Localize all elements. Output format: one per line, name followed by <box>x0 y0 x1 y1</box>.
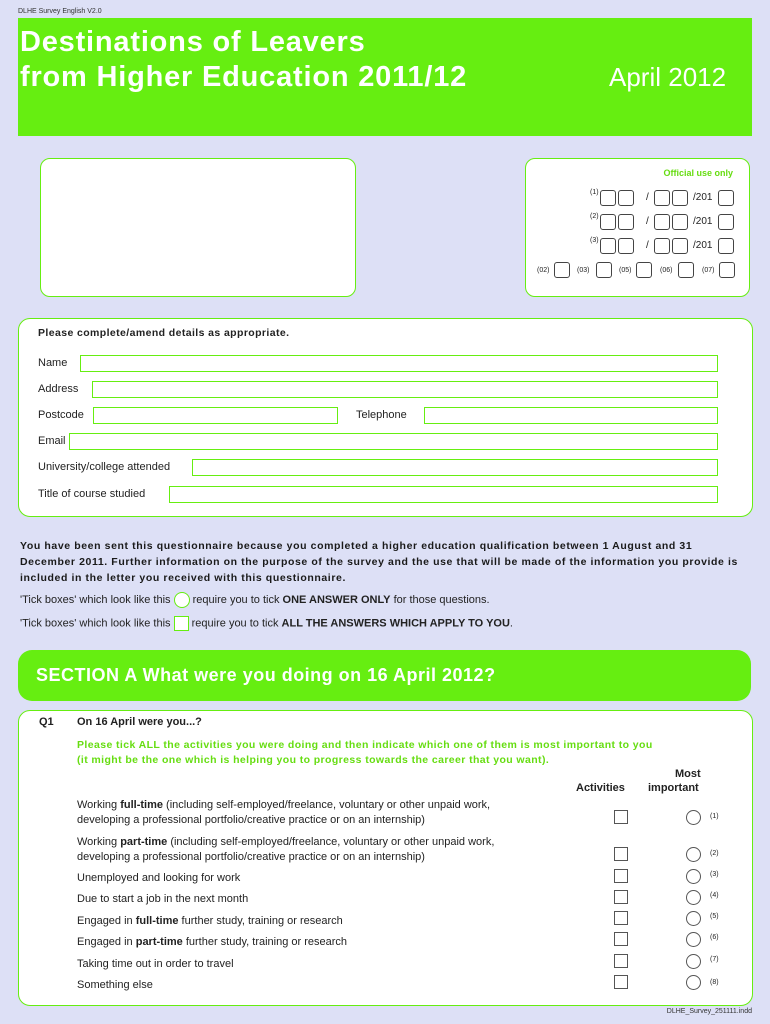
option-travel: Taking time out in order to travel <box>77 958 234 970</box>
university-label: University/college attended <box>38 461 171 473</box>
page-title <box>20 25 467 95</box>
question-instruction-line-2: (it might be the one which is helping you to progress towards the career that you want). <box>77 754 550 766</box>
official-digit-box[interactable] <box>672 190 688 206</box>
most-important-radio[interactable] <box>686 954 701 969</box>
official-code-box[interactable] <box>678 262 694 278</box>
tick-instruction-emphasis: ALL THE ANSWERS WHICH APPLY TO YOU <box>281 617 510 630</box>
address-window <box>40 158 356 297</box>
option-something-else: Something else <box>77 979 153 991</box>
tick-instruction-mid: require you to tick <box>192 593 280 606</box>
official-code: (05) <box>619 267 632 274</box>
email-field[interactable] <box>69 433 718 450</box>
activity-checkbox[interactable] <box>614 890 628 904</box>
title-line-2: from Higher Education 2011/12 <box>20 61 468 93</box>
official-code-box[interactable] <box>636 262 652 278</box>
course-field[interactable] <box>169 486 718 503</box>
checkbox-example-icon <box>174 616 189 631</box>
most-important-radio[interactable] <box>686 890 701 905</box>
official-digit-box[interactable] <box>672 238 688 254</box>
postcode-field[interactable] <box>93 407 338 424</box>
most-important-radio[interactable] <box>686 975 701 990</box>
most-important-radio[interactable] <box>686 847 701 862</box>
intro-paragraph: You have been sent this questionnaire because you completed a higher education qualification between 1 August and 31 December 2011. Further information on the purpose of the survey and the use that will be made of the information you provide is included in the letter you received with this questionnaire. <box>20 540 738 584</box>
official-digit-box[interactable] <box>618 190 634 206</box>
option-code: (7) <box>710 956 719 963</box>
tick-instruction-mid: require you to tick <box>191 617 279 630</box>
official-digit-box[interactable] <box>618 214 634 230</box>
telephone-label: Telephone <box>356 409 407 421</box>
activity-checkbox[interactable] <box>614 810 628 824</box>
postcode-label: Postcode <box>38 409 84 421</box>
official-slash: / <box>646 240 649 251</box>
option-text-bold: full-time <box>120 799 163 811</box>
option-text-post: further study, training or research <box>182 936 348 948</box>
option-code: (4) <box>710 892 719 899</box>
option-code: (2) <box>710 850 719 857</box>
question-instruction-line-1: Please tick ALL the activities you were doing and then indicate which one of them is most important to you <box>77 739 653 751</box>
tick-instruction-suffix: . <box>509 617 513 630</box>
tick-instruction-suffix: for those questions. <box>393 593 490 606</box>
option-code: (5) <box>710 913 719 920</box>
official-digit-box[interactable] <box>718 190 734 206</box>
official-digit-box[interactable] <box>654 190 670 206</box>
option-text-pre: Working <box>77 799 121 811</box>
option-code: (3) <box>710 871 719 878</box>
option-text-post: (including self-employed/freelance, voluntary or other unpaid work, <box>167 836 495 848</box>
activity-checkbox[interactable] <box>614 847 628 861</box>
option-text-pre: Engaged in <box>77 915 136 927</box>
address-field[interactable] <box>92 381 718 398</box>
option-unemployed: Unemployed and looking for work <box>77 872 241 884</box>
option-line-2: developing a professional portfolio/creative practice or on an internship) <box>77 814 425 826</box>
official-digit-box[interactable] <box>654 214 670 230</box>
option-code: (6) <box>710 934 719 941</box>
official-code-box[interactable] <box>719 262 735 278</box>
file-name-footer: DLHE_Survey_251111.indd <box>666 1008 752 1015</box>
official-code-box[interactable] <box>596 262 612 278</box>
official-year-prefix: /201 <box>693 240 713 251</box>
section-a-title: SECTION A What were you doing on 16 April 2012? <box>36 665 496 685</box>
option-starting-job: Due to start a job in the next month <box>77 893 249 905</box>
column-header-activities: Activities <box>576 782 625 794</box>
official-digit-box[interactable] <box>718 238 734 254</box>
option-line-2: developing a professional portfolio/creative practice or on an internship) <box>77 851 425 863</box>
name-field[interactable] <box>80 355 718 372</box>
official-slash: / <box>646 216 649 227</box>
tick-instruction-multiple <box>20 616 513 631</box>
column-header-important: important <box>648 782 699 794</box>
official-code: (07) <box>702 267 715 274</box>
option-part-time-work <box>77 835 494 865</box>
personal-details-panel <box>18 318 753 517</box>
official-row-code: (2) <box>590 213 599 220</box>
university-field[interactable] <box>192 459 718 476</box>
official-code: (06) <box>660 267 673 274</box>
address-label: Address <box>38 383 79 395</box>
option-text-pre: Engaged in <box>77 936 136 948</box>
official-code: (03) <box>577 267 590 274</box>
official-slash: / <box>646 192 649 203</box>
official-use-panel <box>525 158 750 297</box>
tick-instruction-prefix: 'Tick boxes' which look like this <box>20 617 171 630</box>
activity-checkbox[interactable] <box>614 911 628 925</box>
activity-checkbox[interactable] <box>614 932 628 946</box>
official-digit-box[interactable] <box>654 238 670 254</box>
option-line-1 <box>77 835 494 850</box>
activity-checkbox[interactable] <box>614 869 628 883</box>
official-digit-box[interactable] <box>672 214 688 230</box>
most-important-radio[interactable] <box>686 810 701 825</box>
question-number: Q1 <box>39 716 54 728</box>
document-version-label: DLHE Survey English V2.0 <box>18 8 102 15</box>
activity-checkbox[interactable] <box>614 954 628 968</box>
option-text-post: (including self-employed/freelance, voluntary or other unpaid work, <box>162 799 491 811</box>
official-code-box[interactable] <box>554 262 570 278</box>
question-1-panel <box>18 710 753 1006</box>
survey-date: April 2012 <box>609 62 727 92</box>
official-row-code: (3) <box>590 237 599 244</box>
details-heading: Please complete/amend details as appropriate. <box>38 327 290 339</box>
official-row-code: (1) <box>590 189 599 196</box>
name-label: Name <box>38 357 68 369</box>
title-line-1: Destinations of Leavers <box>20 26 366 58</box>
option-text-post: further study, training or research <box>178 915 343 927</box>
option-full-time-work <box>77 798 490 828</box>
option-full-time-study <box>77 914 343 929</box>
tick-instruction-single <box>20 592 490 608</box>
option-line-1 <box>77 798 490 813</box>
course-label: Title of course studied <box>38 488 146 500</box>
official-code: (02) <box>537 267 550 274</box>
most-important-radio[interactable] <box>686 932 701 947</box>
option-text-bold: part-time <box>135 936 183 948</box>
activity-checkbox[interactable] <box>614 975 628 989</box>
official-use-title: Official use only <box>663 168 733 178</box>
option-text-bold: part-time <box>120 836 168 848</box>
option-part-time-study <box>77 935 347 950</box>
official-year-prefix: /201 <box>693 216 713 227</box>
official-digit-box[interactable] <box>600 214 616 230</box>
official-digit-box[interactable] <box>600 190 616 206</box>
option-code: (1) <box>710 813 719 820</box>
most-important-radio[interactable] <box>686 911 701 926</box>
radio-example-icon <box>174 592 190 608</box>
official-year-prefix: /201 <box>693 192 713 203</box>
email-label: Email <box>38 435 66 447</box>
tick-instruction-emphasis: ONE ANSWER ONLY <box>282 593 391 606</box>
option-text-pre: Working <box>77 836 121 848</box>
question-text: On 16 April were you...? <box>77 716 202 728</box>
official-digit-box[interactable] <box>718 214 734 230</box>
option-code: (8) <box>710 979 719 986</box>
official-digit-box[interactable] <box>600 238 616 254</box>
most-important-radio[interactable] <box>686 869 701 884</box>
option-text-bold: full-time <box>135 915 179 927</box>
tick-instruction-prefix: 'Tick boxes' which look like this <box>20 593 171 606</box>
official-digit-box[interactable] <box>618 238 634 254</box>
column-header-most: Most <box>675 768 701 780</box>
telephone-field[interactable] <box>424 407 718 424</box>
